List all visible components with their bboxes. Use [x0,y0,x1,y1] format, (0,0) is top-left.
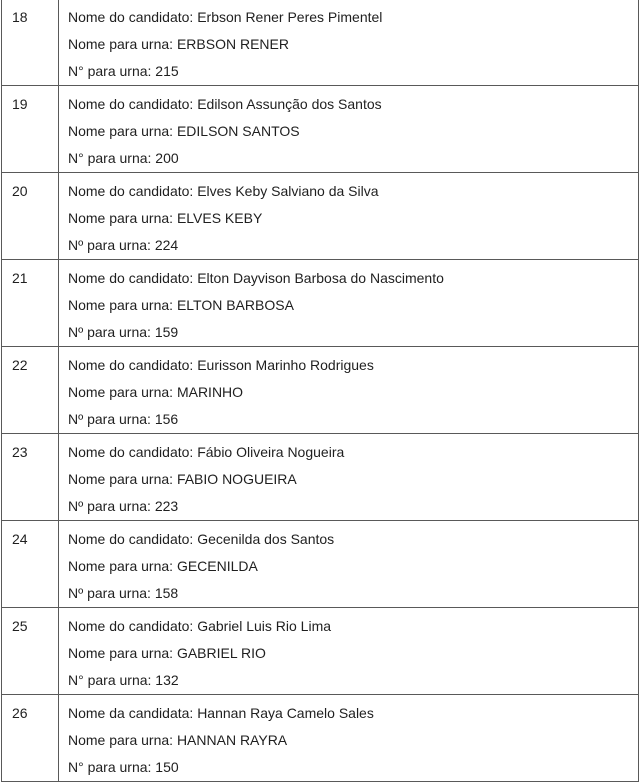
ballot-number: Nº para urna: 158 [68,585,179,601]
row-number-cell [2,521,59,608]
row-number-cell [2,347,59,434]
candidate-name: Nome do candidato: Fábio Oliveira Nogueira [68,444,345,460]
ballot-name: Nome para urna: MARINHO [68,384,244,400]
table-row [2,0,639,86]
candidate-name: Nome do candidato: Gabriel Luis Rio Lima [68,618,332,634]
candidate-info-cell [59,260,639,347]
row-number: 18 [12,9,28,25]
row-number: 22 [12,357,28,373]
table-row [2,695,639,782]
table-row [2,608,639,695]
row-number-cell [2,86,59,173]
row-number: 23 [12,444,28,460]
ballot-name: Nome para urna: HANNAN RAYRA [68,732,288,748]
table-row [2,434,639,521]
candidate-info-cell [59,521,639,608]
table-row [2,86,639,173]
row-number-cell [2,695,59,782]
row-number: 19 [12,96,28,112]
candidate-name: Nome do candidato: Elves Keby Salviano da Silva [68,183,379,199]
candidate-info-cell [59,608,639,695]
table-row [2,260,639,347]
ballot-name: Nome para urna: ELTON BARBOSA [68,297,294,313]
row-number: 26 [12,705,28,721]
candidate-name: Nome da candidata: Hannan Raya Camelo Sales [68,705,374,721]
row-number-cell [2,0,59,86]
ballot-name: Nome para urna: EDILSON SANTOS [68,123,300,139]
candidate-name: Nome do candidato: Eurisson Marinho Rodrigues [68,357,374,373]
candidate-info-cell [59,695,639,782]
row-number-cell [2,434,59,521]
candidates-table [1,0,639,782]
candidate-name: Nome do candidato: Gecenilda dos Santos [68,531,335,547]
candidate-info-cell [59,173,639,260]
candidate-info-cell [59,86,639,173]
candidate-info-cell [59,347,639,434]
row-number: 21 [12,270,28,286]
ballot-name: Nome para urna: GABRIEL RIO [68,645,266,661]
ballot-number: Nº para urna: 159 [68,324,179,340]
row-number-cell [2,260,59,347]
ballot-name: Nome para urna: ELVES KEBY [68,210,263,226]
ballot-name: Nome para urna: GECENILDA [68,558,258,574]
candidate-name: Nome do candidato: Edilson Assunção dos Santos [68,96,382,112]
candidate-name: Nome do candidato: Erbson Rener Peres Pimentel [68,9,383,25]
ballot-number: N° para urna: 150 [68,759,179,775]
ballot-name: Nome para urna: ERBSON RENER [68,36,289,52]
ballot-number: Nº para urna: 224 [68,237,179,253]
candidate-info-cell [59,0,639,86]
row-number: 25 [12,618,28,634]
candidate-name: Nome do candidato: Elton Dayvison Barbosa do Nascimento [68,270,444,286]
ballot-number: N° para urna: 200 [68,150,179,166]
table-row [2,521,639,608]
ballot-number: N° para urna: 132 [68,672,179,688]
ballot-name: Nome para urna: FABIO NOGUEIRA [68,471,297,487]
row-number: 20 [12,183,28,199]
table-row [2,347,639,434]
row-number: 24 [12,531,28,547]
ballot-number: Nº para urna: 156 [68,411,179,427]
ballot-number: Nº para urna: 223 [68,498,179,514]
row-number-cell [2,173,59,260]
ballot-number: N° para urna: 215 [68,63,179,79]
candidate-info-cell [59,434,639,521]
row-number-cell [2,608,59,695]
table-row [2,173,639,260]
